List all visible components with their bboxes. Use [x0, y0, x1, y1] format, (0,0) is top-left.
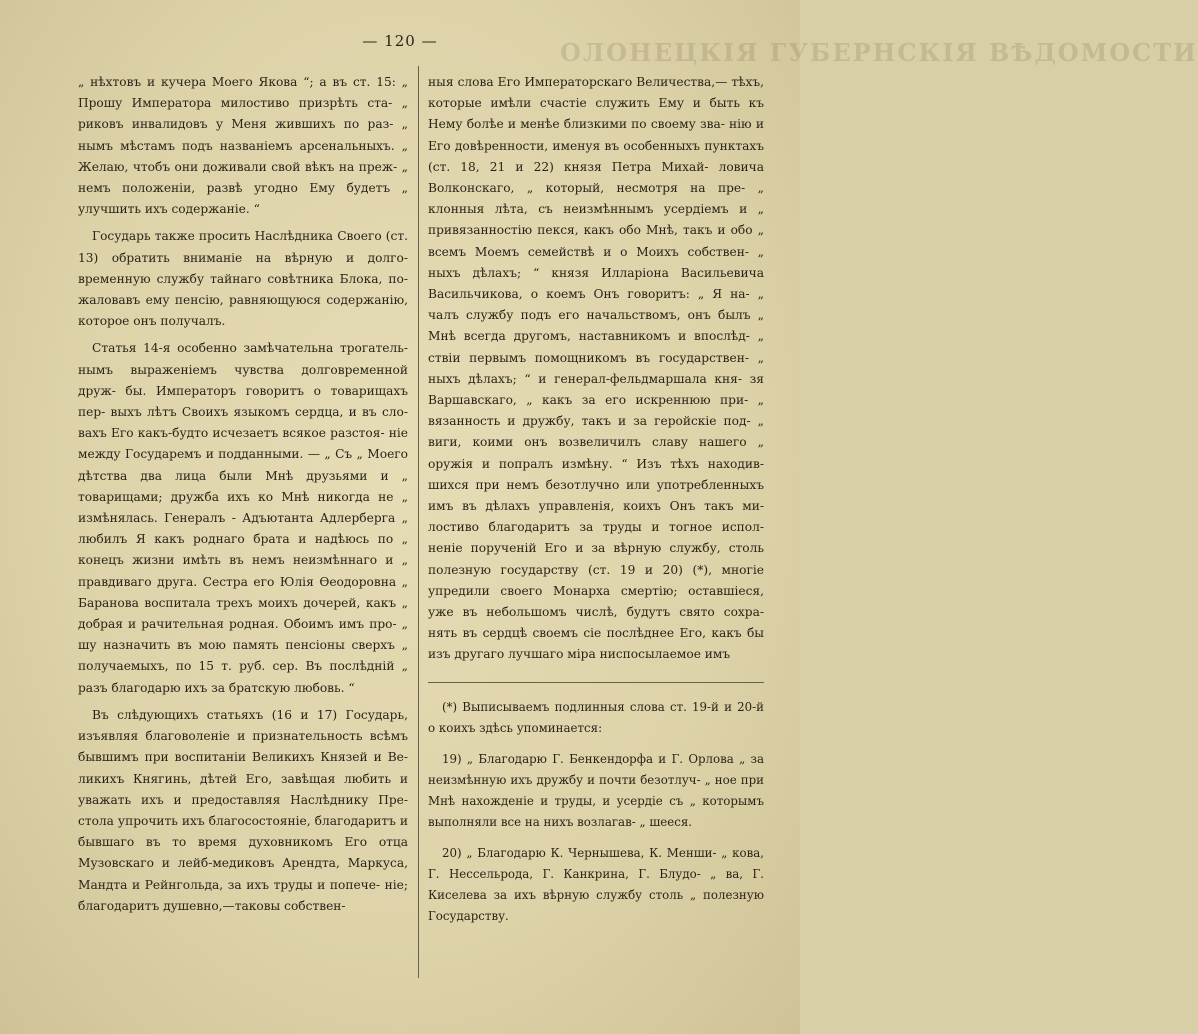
column-divider	[418, 66, 419, 978]
right-paragraph-1: ныя слова Его Императорскаго Величества,— тѣхъ, которые имѣли счастіе служить Ему и быть къ Нему болѣе и менѣе близкими по своему зва- нію и Его довѣренности, именуя въ особенныхъ пунктахъ (ст. 18, 21 и 22) князя Петра Михай- ловича Волконскаго, „ который, несмотря на пре- „ клонныя лѣта, съ неизмѣннымъ усердіемъ и „ привязанностію пекся, какъ обо Мнѣ, такъ и обо „ всемъ Моемъ семействѣ и о Моихъ собствен- „ ныхъ дѣлахъ; “ князя Илларіона Васильевича Васильчикова, о коемъ Онъ говоритъ: „ Я на- „ чалъ службу подъ его начальствомъ, онъ былъ „ Мнѣ всегда другомъ, наставникомъ и впослѣд- „ ствіи первымъ помощникомъ въ государствен- „ ныхъ дѣлахъ; “ и генерал-фельдмаршала кня- зя Варшавскаго, „ какъ за его искреннюю при- „ вязанность и дружбу, такъ и за геройскіе под- „ виги, коими онъ возвеличилъ славу нашего „ оружія и попралъ измѣну. “ Изъ тѣхъ находив- шихся при немъ безотлучно или употребленныхъ имъ въ дѣлахъ управленія, коихъ Онъ такъ ми- лостиво благодаритъ за труды и тогное испол- неніе порученій Его и за вѣрную службу, столь полезную государству (ст. 19 и 20) (*), многіе упредили своего Монарха смертію; оставшіеся, уже въ небольшомъ числѣ, будутъ свято сохра- нять въ сердцѣ своемъ сіе послѣднее Его, какъ бы изъ другаго лучшаго міра ниспосылаемое имъ	[428, 75, 764, 662]
page-number: — 120 —	[362, 32, 438, 50]
footnote-intro: (*) Выписываемъ подлинныя слова ст. 19-й и 20-й о коихъ здѣсь упоминается:	[428, 699, 764, 735]
footnote-item-20: 20) „ Благодарю К. Чернышева, К. Менши- „ кова, Г. Нессельрода, Г. Канкрина, Г. Блудо- „ ва, Г. Киселева за ихъ вѣрную службу столь „ полезную Государству.	[428, 845, 764, 923]
left-paragraph-2: Государь также просить Наслѣдника Своего (ст. 13) обратить вниманіе на вѣрную и долго- временную службу тайнаго совѣтника Блока, по- жаловавъ ему пенсію, равняющуюся содержанію, которое онъ получалъ.	[78, 229, 408, 329]
footnote-item-19: 19) „ Благодарю Г. Бенкендорфа и Г. Орлова „ за неизмѣнную ихъ дружбу и почти безотлуч- „ ное при Мнѣ нахожденіе и труды, и усердіе съ „ которымъ выполняли все на нихъ возлагав- „ шееся.	[428, 751, 764, 829]
left-paragraph-4: Въ слѣдующихъ статьяхъ (16 и 17) Государь, изъявляя благоволеніе и признательность всѣмъ бывшимъ при воспитаніи Великихъ Князей и Ве- ликихъ Княгинь, дѣтей Его, завѣщая любить и уважать ихъ и предоставляя Наслѣднику Пре- стола упрочить ихъ благосостояніе, благодаритъ и бывшаго въ то время духовникомъ Его отца Музовскаго и лейб-медиковъ Арендта, Маркуса, Мандта и Рейнгольда, за ихъ труды и попече- ніе; благодаритъ душевно,—таковы собствен-	[78, 707, 408, 913]
right-column	[428, 72, 764, 927]
left-paragraph-1: „ нѣхтовъ и кучера Моего Якова “; а въ ст. 15: „ Прошу Императора милостиво призрѣть ста- „ риковъ инвалидовъ у Меня жившихъ по раз- „ нымъ мѣстамъ подъ названіемъ арсенальныхъ. „ Желаю, чтобъ они доживали свой вѣкъ на преж- „ немъ положеніи, развѣ угодно Ему будетъ „ улучшить ихъ содержаніе. “	[78, 75, 408, 217]
footnote-separator	[428, 682, 764, 683]
left-column	[78, 72, 408, 917]
left-paragraph-3: Статья 14-я особенно замѣчательна трогатель- нымъ выраженіемъ чувства долговременной друж- бы. Императоръ говоритъ о товарищахъ пер- выхъ лѣтъ Своихъ языкомъ сердца, и въ сло- вахъ Его какъ-будто исчезаетъ всякое разстоя- ніе между Государемъ и подданными. — „ Съ „ Моего дѣтства два лица были Мнѣ друзьями и „ товарищами; дружба ихъ ко Мнѣ никогда не „ измѣнялась. Генералъ - Адъютанта Адлерберга „ любилъ Я какъ роднаго брата и надѣюсь по „ конецъ жизни имѣть въ немъ неизмѣннаго и „ правдиваго друга. Сестра его Юлія Ѳеодоровна „ Баранова воспитала трехъ моихъ дочерей, какъ „ добрая и рачительная родная. Обоимъ имъ про- „ шу назначить въ мою память пенсіоны сверхъ „ получаемыхъ, по 15 т. руб. сер. Въ послѣдній „ разъ благодарю ихъ за братскую любовь. “	[78, 341, 408, 695]
watermark-text: ОЛОНЕЦКІЯ ГУБЕРНСКІЯ ВѢДОМОСТИ	[560, 38, 1198, 67]
